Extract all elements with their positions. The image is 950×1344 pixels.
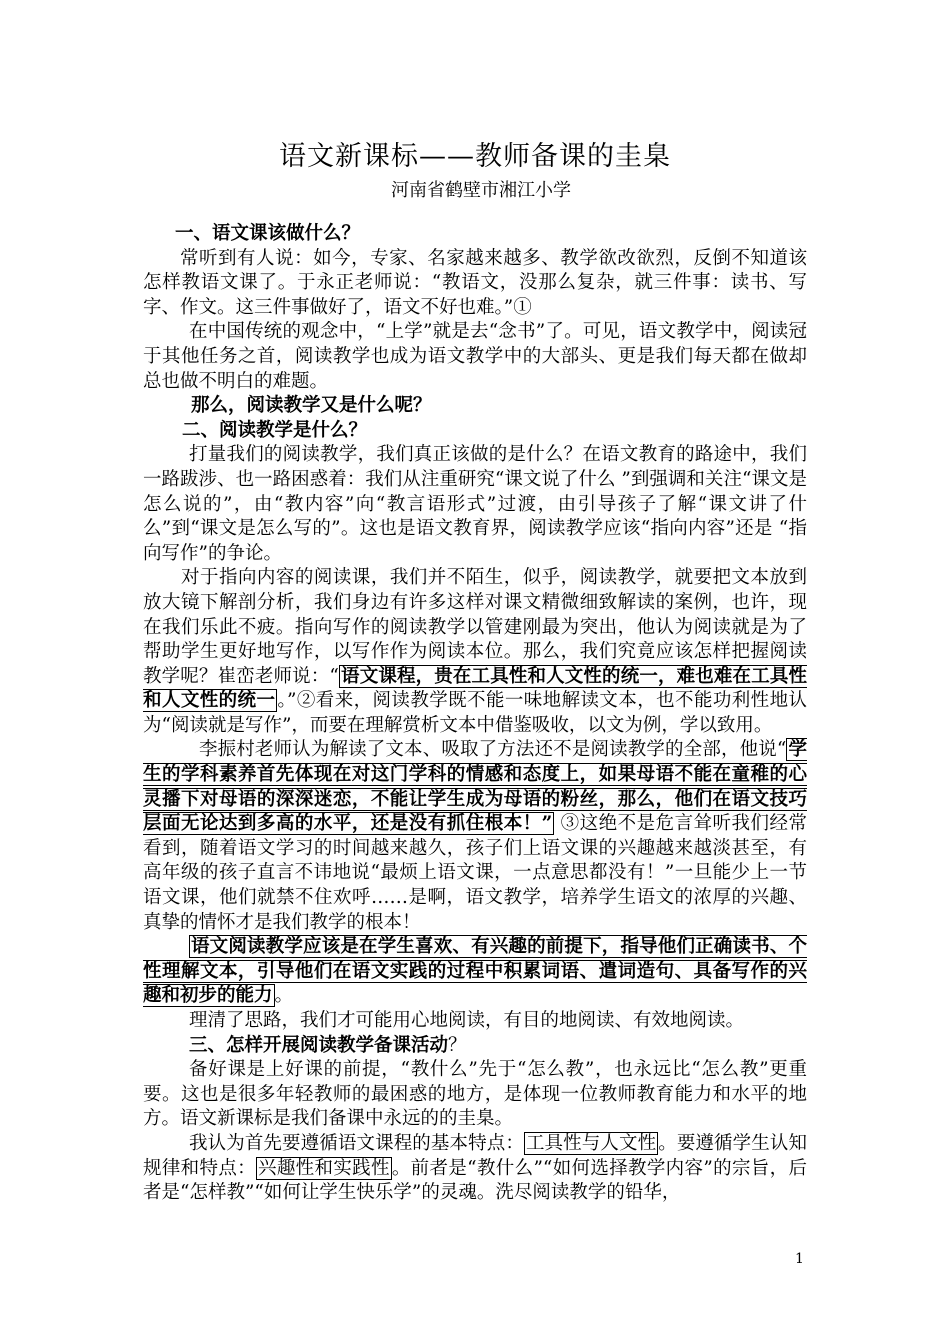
paragraph-text: 。”②看来，阅读教学既不能一味地解读文本，也不能功利性地认为“阅读就是写作”，而要在理解赏析文本中借鉴吸收，以文为例，学以致用。 [143,690,807,736]
paragraph: 理清了思路，我们才可能用心地阅读，有目的地阅读、有效地阅读。 [189,1010,745,1031]
paragraph: 打量我们的阅读教学，我们真正该做的是什么？在语文教育的路途中，我们一路跋涉、也一路困惑着：我们从注重研究“课文说了什么 ”到强调和关注“课文是怎么说的”，由“教内容”向“教言语形式”过渡，由引导孩子了解“课文讲了什么”到“课文是怎么写的”。这也是语文教育界，阅读教学应该“指向内容”还是 “指向写作”的争论。 [143,444,807,564]
paragraph [143,738,807,935]
boxed-statement: 语文阅读教学应该是在学生喜欢、有兴趣的前提下，指导他们正确读书、个性理解文本，引导他们在语文实践的过程中积累词语、遣词造句、具备写作的兴趣和初步的能力 [143,936,807,1007]
paragraph-text: 我认为首先要遵循语文课程的基本特点： [189,1132,524,1154]
question-line: 那么，阅读教学又是什么呢？ [191,395,432,417]
paragraph-text: 李振村老师认为解读了文本、吸取了方法还不是阅读教学的全部，他说“ [199,739,787,761]
paragraph-text: 。要遵循学生认知规律和特点： [143,1132,807,1179]
page-number: 1 [795,1251,804,1267]
boxed-quote: 学生的学科素养首先体现在对这门学科的情感和态度上，如果母语不能在童稚的心灵播下对母语的深深迷恋，不能让学生成为母语的粉丝，那么，他们在语文技巧层面无论达到多高的水平，还是没有抓住根本！” [143,739,807,835]
paragraph [143,1132,807,1206]
paragraph-text: 。前者是“教什么”“如何选择教学内容”的宗旨，后者是“怎样教”“如何让学生快乐学”的灵魂。洗尽阅读教学的铅华， [143,1157,807,1204]
paragraph-text: 对于指向内容的阅读课，我们并不陌生，似乎，阅读教学，就要把文本放到放大镜下解剖分析，我们身边有许多这样对课文精微细致解读的案例，也许，现在我们乐此不疲。指向写作的阅读教学以管建刚最为突出，他认为阅读就是为了帮助学生更好地写作，以写作作为阅读本位。那么，我们究竟应该怎样把握阅读教学呢？崔峦老师说：“ [143,567,807,687]
section-heading-3 [143,1034,807,1059]
paragraph-text: 。 [274,985,294,1007]
paragraph [143,935,807,1009]
document-title: 语文新课标——教师备课的圭臬 [279,141,671,172]
document-body [143,222,807,1206]
section-heading-mark: ？ [448,1034,467,1056]
paragraph [143,566,807,738]
section-heading-text: 三、怎样开展阅读教学备课活动 [189,1034,449,1056]
document-author: 河南省鹤壁市湘江小学 [391,180,571,201]
paragraph: 在中国传统的观念中，“上学”就是去“念书”了。可见，语文教学中，阅读冠于其他任务之首，阅读教学也成为语文教学中的大部头、更是我们每天都在做却总也做不明白的难题。 [143,321,807,392]
paragraph-text: ③这绝不是危言耸听我们经常看到，随着语文学习的时间越来越久，孩子们上语文课的兴趣越来越淡甚至，有高年级的孩子直言不讳地说“最烦上语文课，一点意思都没有！”一旦能少上一节语文课，他们就禁不住欢呼……是啊，语文教学，培养学生语文的浓厚的兴趣、真挚的情怀才是我们教学的根本！ [143,813,807,933]
section-heading-2: 二、阅读教学是什么？ [182,419,368,441]
boxed-term: 兴趣性和实践性 [258,1157,390,1179]
paragraph: 常听到有人说：如今，专家、名家越来越多、教学欲改欲烈，反倒不知道该怎样教语文课了。于永正老师说：“教语文，没那么复杂，就三件事：读书、写字、作文。这三件事做好了，语文不好也难。”① [143,247,807,318]
boxed-quote: 语文课程，贵在工具性和人文性的统一，难也难在工具性和人文性的统一 [143,665,807,712]
paragraph: 备好课是上好课的前提，“教什么”先于“怎么教”，也永远比“怎么教”更重要。这也是很多年轻教师的最困惑的地方，是体现一位教师教育能力和水平的地方。语文新课标是我们备课中永远的的圭臬。 [143,1059,807,1130]
boxed-term: 工具性与人文性 [525,1132,657,1154]
section-heading-1: 一、语文课该做什么？ [175,223,361,244]
